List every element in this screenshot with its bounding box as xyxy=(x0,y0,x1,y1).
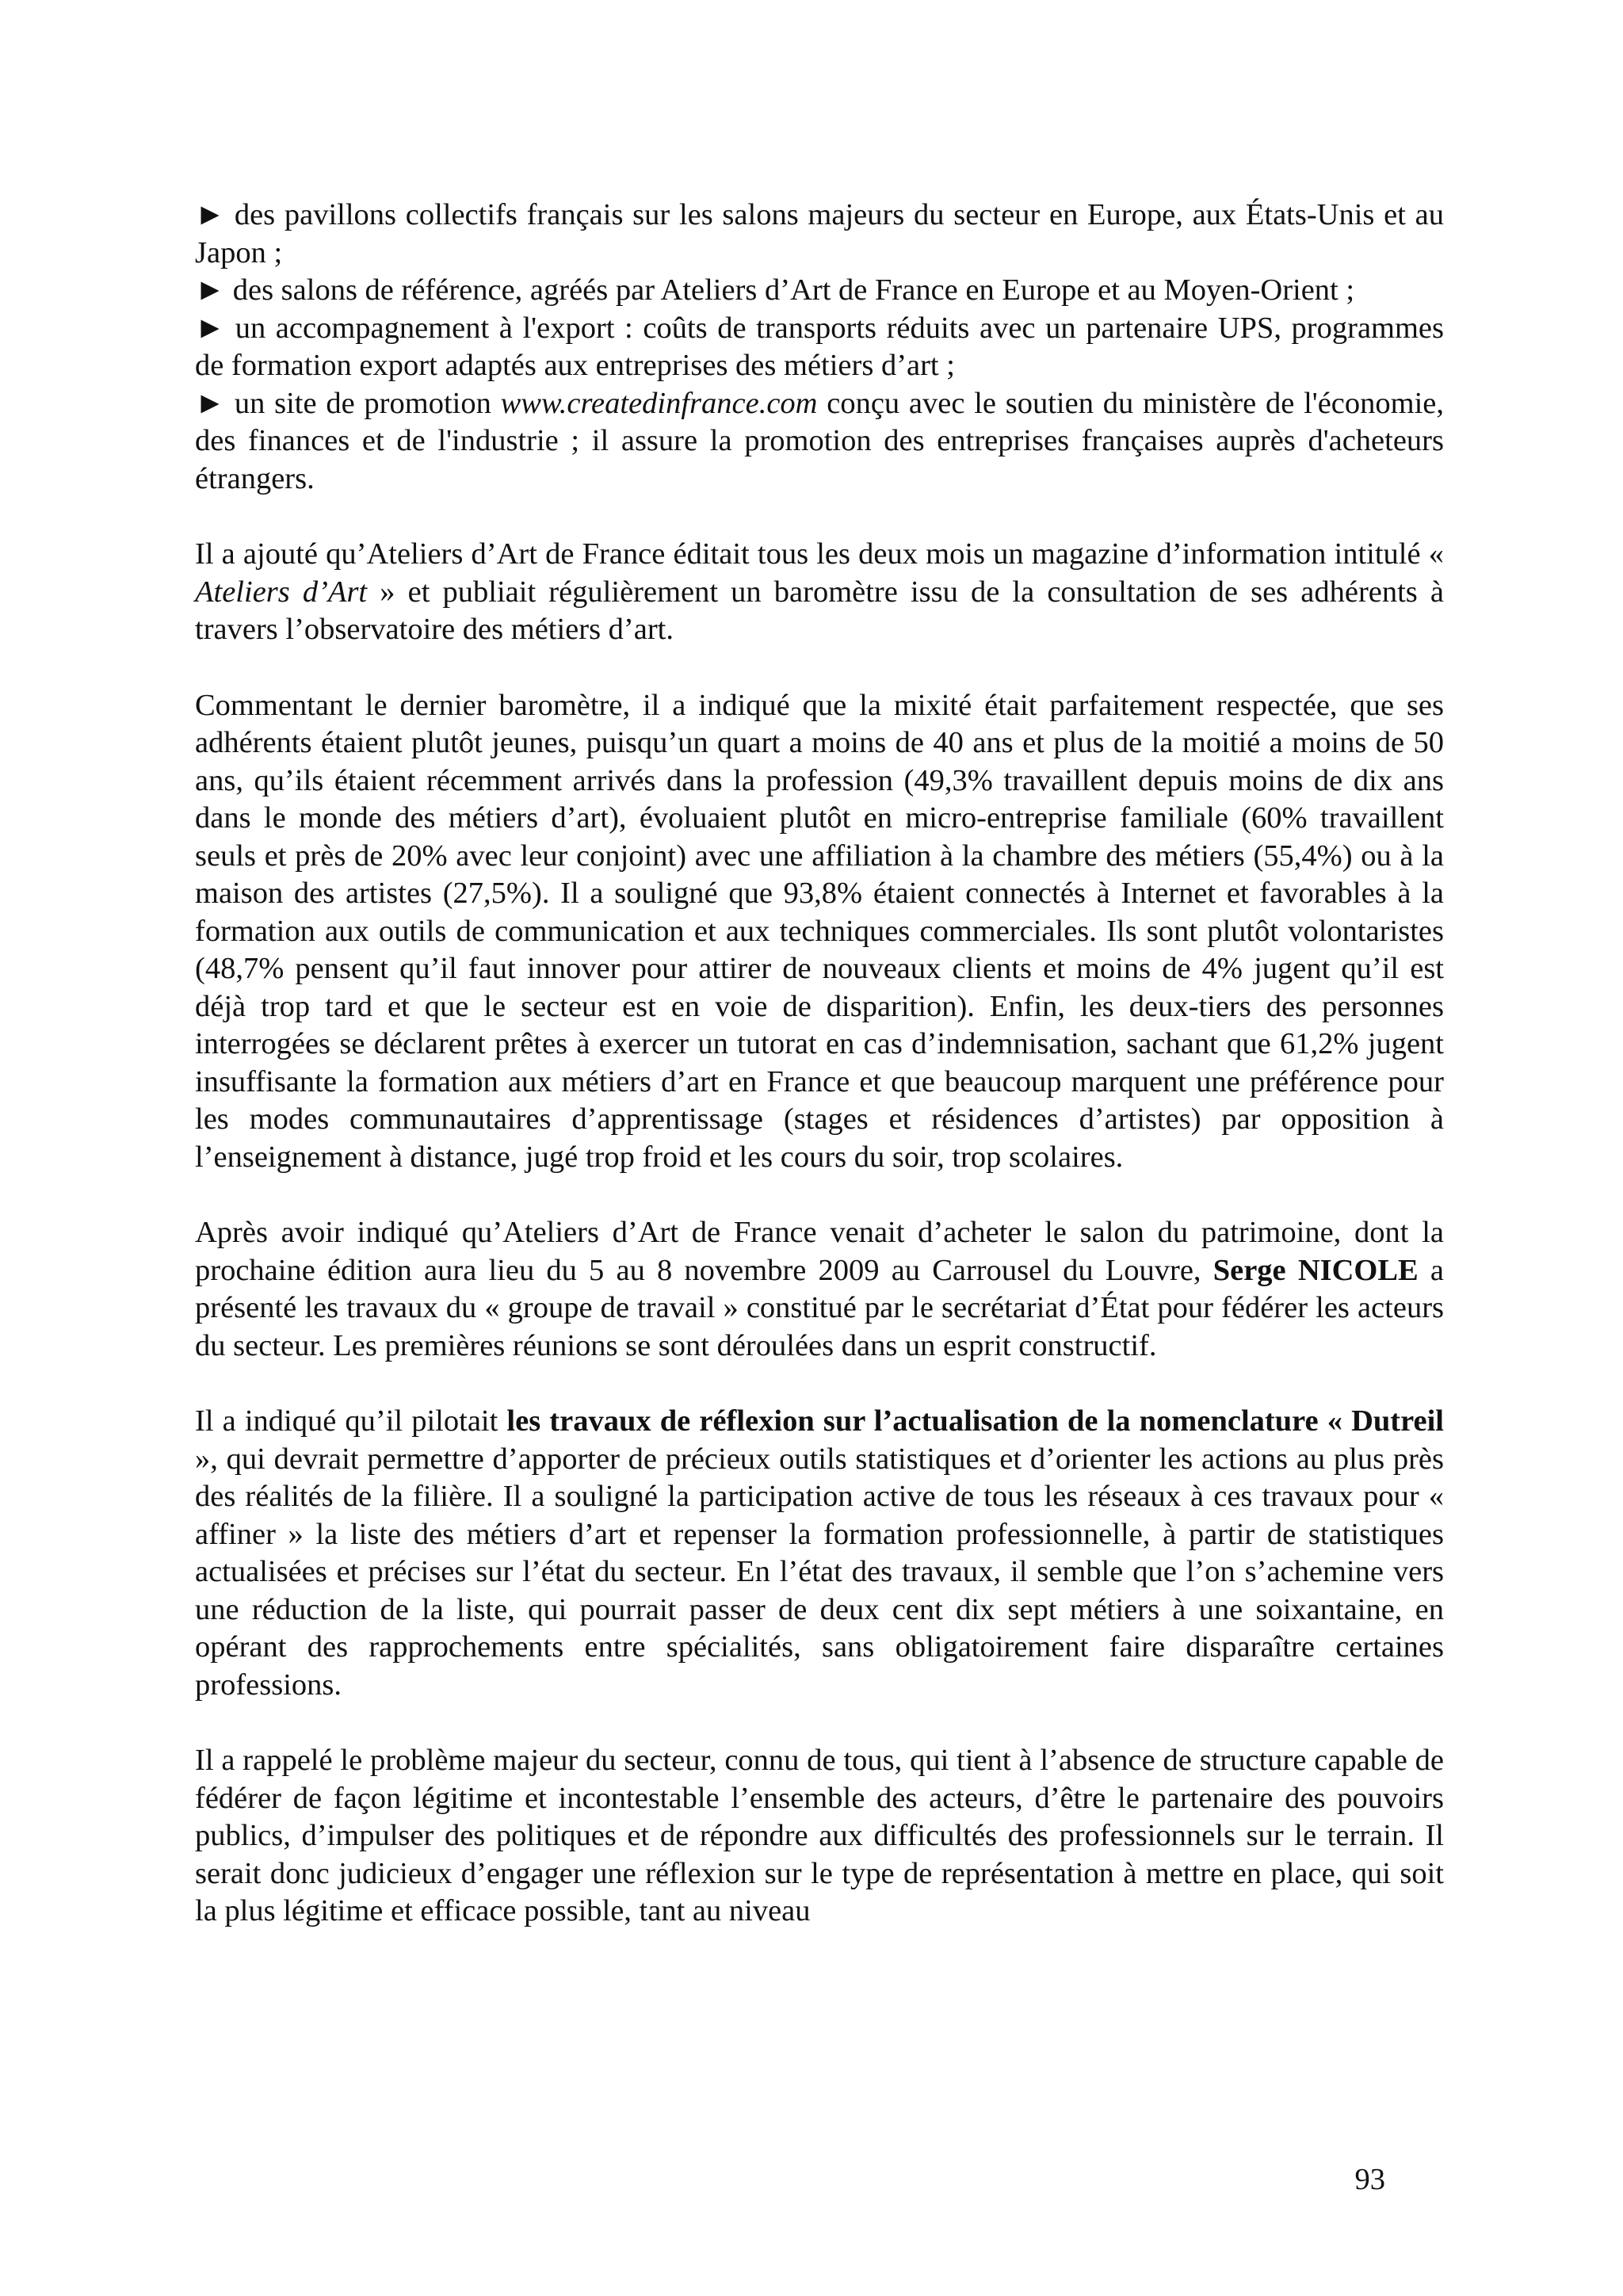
bullet-list xyxy=(195,197,1444,498)
website-link: www.createdinfrance.com xyxy=(500,386,818,420)
paragraph-nomenclature xyxy=(195,1403,1444,1704)
page-number: 93 xyxy=(1354,2163,1385,2196)
bullet-text: conçu avec le soutien du ministère de l'économie, des finances et de l'industrie ; il assure la promotion des entreprises françaises auprès d'acheteurs étrangers. xyxy=(195,386,1444,495)
magazine-title: Ateliers d’Art xyxy=(195,575,368,609)
bullet-item: ► un accompagnement à l'export : coûts de transports réduits avec un partenaire UPS, programmes de formation export adaptés aux entreprises des métiers d’art ; xyxy=(195,311,1444,382)
paragraph-barometre: Commentant le dernier baromètre, il a indiqué que la mixité était parfaitement respectée, que ses adhérents étaient plutôt jeunes, puisqu’un quart a moins de 40 ans et plus de la moitié a moins de 50 ans, qu’ils étaient récemment arrivés dans la profession (49,3% travaillent depuis moins de dix ans dans le monde des métiers d’art), évoluaient plutôt en micro-entreprise familiale (60% travaillent seuls et près de 20% avec leur conjoint) avec une affiliation à la chambre des métiers (55,4%) ou à la maison des artistes (27,5%). Il a souligné que 93,8% étaient connectés à Internet et favorables à la formation aux outils de communication et aux techniques commerciales. Ils sont plutôt volontaristes (48,7% pensent qu’il faut innover pour attirer de nouveaux clients et moins de 4% jugent qu’il est déjà trop tard et que le secteur est en voie de disparition). Enfin, les deux-tiers des personnes interrogées se déclarent prêtes à exercer un tutorat en cas d’indemnisation, sachant que 61,2% jugent insuffisante la formation aux métiers d’art en France et que beaucoup marquent une préférence pour les modes communautaires d’apprentissage (stages et résidences d’artistes) par opposition à l’enseignement à distance, jugé trop froid et les cours du soir, trop scolaires. xyxy=(195,688,1444,1174)
paragraph-text: Il a indiqué qu’il pilotait xyxy=(195,1404,507,1438)
bullet-text: ► un site de promotion xyxy=(195,386,501,420)
document-page xyxy=(195,197,1444,1969)
person-name: Serge NICOLE xyxy=(1212,1253,1419,1287)
bold-phrase: les travaux de réflexion sur l’actualisation de la nomenclature « Dutreil xyxy=(506,1404,1445,1438)
paragraph-text: », qui devrait permettre d’apporter de précieux outils statistiques et d’orienter les actions au plus près des réalités de la filière. Il a souligné la participation active de tous les réseaux à ces travaux pour « affiner » la liste des métiers d’art et repenser la formation professionnelle, à partir de statistiques actualisées et précises sur l’état du secteur. En l’état des travaux, il semble que l’on s’achemine vers une réduction de la liste, qui pourrait passer de deux cent dix sept métiers à une soixantaine, en opérant des rapprochements entre spécialités, sans obligatoirement faire disparaître certaines professions. xyxy=(195,1442,1444,1702)
paragraph-text: » et publiait régulièrement un baromètre issu de la consultation de ses adhérents à travers l’observatoire des métiers d’art. xyxy=(195,575,1444,646)
bullet-item xyxy=(195,385,1444,499)
paragraph-text: Il a ajouté qu’Ateliers d’Art de France éditait tous les deux mois un magazine d’information intitulé « xyxy=(195,537,1444,571)
paragraph-text: a présenté les travaux du « groupe de travail » constitué par le secrétariat d’État pour fédérer les acteurs du secteur. Les premières réunions se sont déroulées dans un esprit constructif. xyxy=(195,1253,1444,1362)
bullet-item: ► des pavillons collectifs français sur les salons majeurs du secteur en Europe, aux États-Unis et au Japon ; xyxy=(195,198,1444,269)
paragraph-structure: Il a rappelé le problème majeur du secteur, connu de tous, qui tient à l’absence de structure capable de fédérer de façon légitime et incontestable l’ensemble des acteurs, d’être le partenaire des pouvoirs publics, d’impulser des politiques et de répondre aux difficultés des professionnels sur le terrain. Il serait donc judicieux d’engager une réflexion sur le type de représentation à mettre en place, qui soit la plus légitime et efficace possible, tant au niveau xyxy=(195,1744,1444,1927)
paragraph-text: Après avoir indiqué qu’Ateliers d’Art de France venait d’acheter le salon du patrimoine, dont la prochaine édition aura lieu du 5 au 8 novembre 2009 au Carrousel du Louvre, xyxy=(195,1216,1444,1287)
bullet-item: ► des salons de référence, agréés par Ateliers d’Art de France en Europe et au Moyen-Orient ; xyxy=(195,273,1355,307)
paragraph-magazine xyxy=(195,536,1444,649)
paragraph-salon xyxy=(195,1214,1444,1365)
